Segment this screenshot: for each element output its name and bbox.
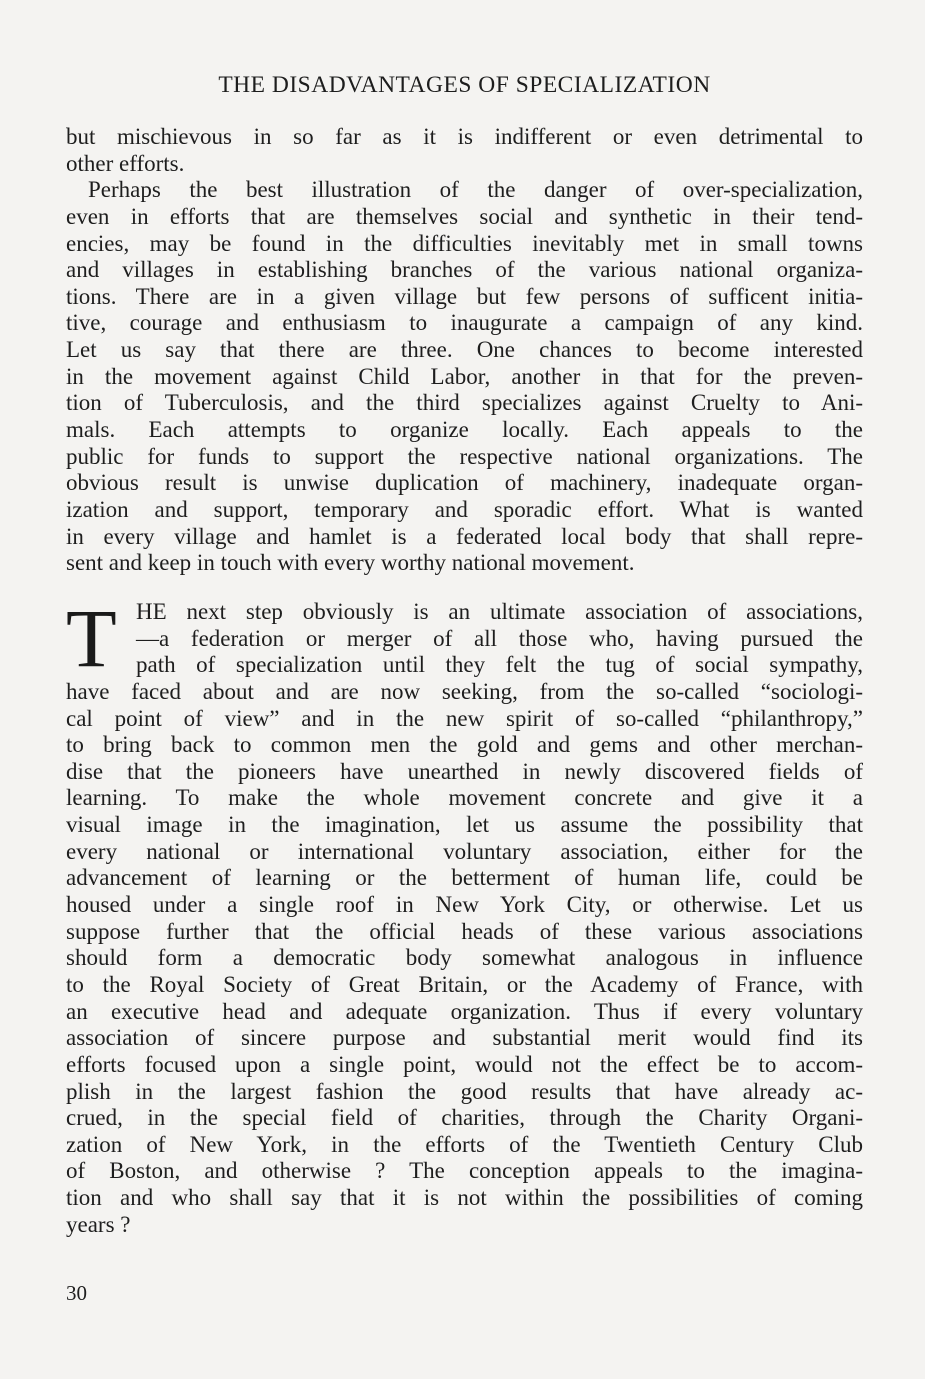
text-block-upper <box>66 124 863 577</box>
text-line: zation of New York, in the efforts of the Twentieth Century Club <box>66 1131 863 1157</box>
text-line: visual image in the imagination, let us assume the possibility that <box>66 812 863 838</box>
text-line: obvious result is unwise duplication of machinery, inadequate organ- <box>66 470 863 496</box>
text-line: cal point of view” and in the new spirit of so-called “philanthropy,” <box>66 705 863 731</box>
page-number: 30 <box>66 1281 87 1305</box>
text-line: to bring back to common men the gold and gems and other merchan- <box>66 732 863 758</box>
text-line: to the Royal Society of Great Britain, or the Academy of France, with <box>66 971 863 997</box>
text-line: other efforts. <box>66 150 185 176</box>
text-line: path of specialization until they felt the tug of social sympathy, <box>136 652 863 678</box>
text-line: crued, in the special field of charities, through the Charity Organi- <box>66 1105 863 1131</box>
text-line: years ? <box>66 1211 131 1237</box>
text-line: in the movement against Child Labor, another in that for the preven- <box>66 363 863 389</box>
text-line: encies, may be found in the difficulties inevitably met in small towns <box>66 230 863 256</box>
text-line: Perhaps the best illustration of the danger of over-specialization, <box>88 177 863 203</box>
text-line: mals. Each attempts to organize locally. Each appeals to the <box>66 417 863 443</box>
text-line: of Boston, and otherwise ? The conception appeals to the imagina- <box>66 1158 863 1184</box>
text-line: advancement of learning or the betterment of human life, could be <box>66 865 863 891</box>
text-line: efforts focused upon a single point, would not the effect be to accom- <box>66 1051 863 1077</box>
text-line: every national or international voluntary association, either for the <box>66 838 863 864</box>
text-line: public for funds to support the respective national organizations. The <box>66 443 863 469</box>
running-head: THE DISADVANTAGES OF SPECIALIZATION <box>218 72 711 98</box>
text-line: tion of Tuberculosis, and the third specializes against Cruelty to Ani- <box>66 390 863 416</box>
text-line: tive, courage and enthusiasm to inaugurate a campaign of any kind. <box>66 310 863 336</box>
text-line: plish in the largest fashion the good results that have already ac- <box>66 1078 863 1104</box>
book-page <box>66 0 863 1379</box>
text-line: tion and who shall say that it is not within the possibilities of coming <box>66 1185 863 1211</box>
text-line: have faced about and are now seeking, from the so-called “sociologi- <box>66 678 863 704</box>
text-line: association of sincere purpose and substantial merit would find its <box>66 1025 863 1051</box>
text-line: should form a democratic body somewhat analogous in influence <box>66 945 863 971</box>
text-line: housed under a single roof in New York City, or otherwise. Let us <box>66 892 863 918</box>
text-line: in every village and hamlet is a federated local body that shall repre- <box>66 523 863 549</box>
text-line: but mischievous in so far as it is indifferent or even detrimental to <box>66 124 863 149</box>
text-line: tions. There are in a given village but few persons of sufficent initia- <box>66 283 863 309</box>
text-line: even in efforts that are themselves social and synthetic in their tend- <box>66 203 863 229</box>
text-line: learning. To make the whole movement concrete and give it a <box>66 785 863 811</box>
text-line: Let us say that there are three. One chances to become interested <box>66 337 863 363</box>
text-line: —a federation or merger of all those who, having pursued the <box>136 625 863 651</box>
text-block-lower <box>66 592 863 1238</box>
text-line: sent and keep in touch with every worthy national movement. <box>66 550 635 576</box>
text-line: an executive head and adequate organization. Thus if every voluntary <box>66 998 863 1024</box>
text-line: HE next step obviously is an ultimate association of associations, <box>136 599 863 624</box>
text-line: ization and support, temporary and sporadic effort. What is wanted <box>66 496 863 522</box>
text-line: suppose further that the official heads of these various associations <box>66 918 863 944</box>
drop-cap-paragraph-opening <box>66 592 863 684</box>
drop-cap-letter: T <box>66 592 117 684</box>
text-line: dise that the pioneers have unearthed in newly discovered fields of <box>66 758 863 784</box>
text-line: and villages in establishing branches of the various national organiza- <box>66 257 863 283</box>
